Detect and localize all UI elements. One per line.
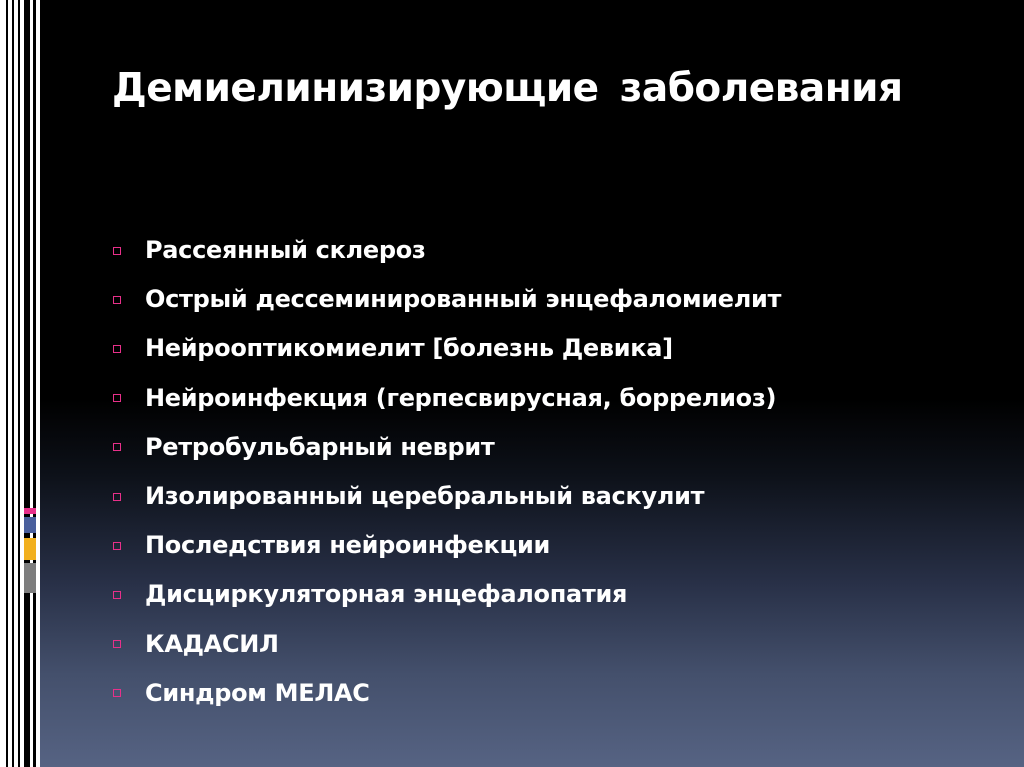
square-bullet-icon [113, 345, 121, 353]
bullet-text: Острый дессеминированный энцефаломиелит [145, 285, 782, 314]
square-bullet-icon [113, 689, 121, 697]
bullet-item [112, 226, 992, 275]
accent-gray-block [24, 563, 36, 593]
bullet-text: КАДАСИЛ [145, 629, 279, 658]
square-bullet-icon [113, 591, 121, 599]
vertical-rule [6, 0, 8, 767]
square-bullet-icon [113, 542, 121, 550]
bullet-text: Нейрооптикомиелит [болезнь Девика] [145, 334, 673, 363]
bullet-item [112, 620, 992, 669]
bullet-text: Последствия нейроинфекции [145, 531, 550, 560]
accent-yellow-block [24, 538, 36, 560]
bullet-text: Изолированный церебральный васкулит [145, 481, 705, 510]
bullet-text: Ретробульбарный неврит [145, 432, 495, 461]
vertical-rule [12, 0, 14, 767]
bullet-item [112, 472, 992, 521]
bullet-item [112, 324, 992, 373]
square-bullet-icon [113, 640, 121, 648]
accent-blue-block [24, 517, 36, 533]
bullet-text: Дисциркуляторная энцефалопатия [145, 580, 628, 609]
bullet-item [112, 374, 992, 423]
vertical-rule [24, 0, 30, 767]
accent-pink-block [24, 508, 36, 514]
square-bullet-icon [113, 394, 121, 402]
square-bullet-icon [113, 493, 121, 501]
square-bullet-icon [113, 443, 121, 451]
bullet-item [112, 275, 992, 324]
bullet-item [112, 423, 992, 472]
vertical-rule [33, 0, 36, 767]
vertical-rule [18, 0, 20, 767]
left-decorative-band [0, 0, 40, 767]
bullet-item [112, 570, 992, 619]
square-bullet-icon [113, 296, 121, 304]
slide-title: Демиелинизирующие заболевания [112, 66, 903, 111]
bullet-text: Рассеянный склероз [145, 236, 426, 264]
bullet-text: Нейроинфекция (герпесвирусная, боррелиоз) [145, 383, 777, 412]
bullet-text: Синдром МЕЛАС [145, 678, 370, 707]
square-bullet-icon [113, 247, 121, 255]
bullet-item [112, 669, 992, 718]
bullet-item [112, 521, 992, 570]
bullet-list [112, 226, 992, 718]
